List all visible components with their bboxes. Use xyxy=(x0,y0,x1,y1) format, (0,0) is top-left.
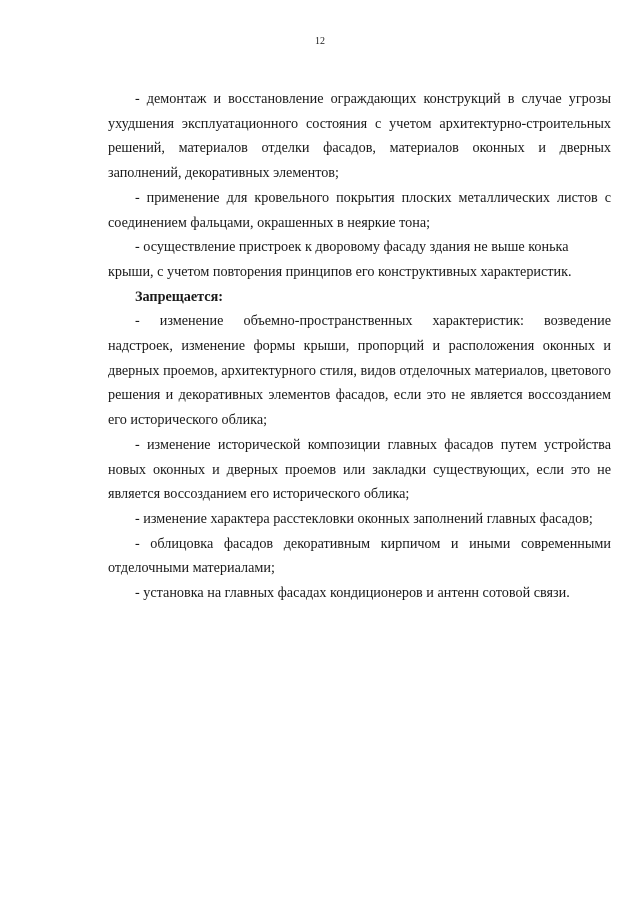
paragraph-extensions: - осуществление пристроек к дворовому фасаду здания не выше конька крыши, с учетом повторения принципов его конструктивных характеристик. xyxy=(108,239,572,280)
paragraph-dismantling: - демонтаж и восстановление ограждающих конструкций в случае угрозы ухудшения эксплуатационного состояния с учетом архитектурно-строительных решений, материалов отделки фасадов, материалов оконных и дверных заполнений, декоративных элементов; xyxy=(108,91,611,182)
prohibited-item-glazing: - изменение характера расстекловки оконных заполнений главных фасадов; xyxy=(135,510,593,527)
prohibited-item-cladding: - облицовка фасадов декоративным кирпичом и иными современными отделочными материалами; xyxy=(108,535,611,577)
paragraph-roofing: - применение для кровельного покрытия плоских металлических листов с соединением фальцами, окрашенных в неяркие тона; xyxy=(108,189,611,231)
prohibited-heading: Запрещается: xyxy=(135,288,223,305)
page-number: 12 xyxy=(315,36,325,47)
prohibited-item-volume: - изменение объемно-пространственных характеристик: возведение надстроек, изменение формы крыши, пропорций и расположения оконных и дверных проемов, архитектурного стиля, видов отделочных материалов, цветового решения и декоративных элементов фасадов, если это не является воссозданием его исторического облика; xyxy=(108,313,611,429)
prohibited-item-equipment: - установка на главных фасадах кондиционеров и антенн сотовой связи. xyxy=(135,585,570,602)
prohibited-item-composition: - изменение исторической композиции главных фасадов путем устройства новых оконных и дверных проемов или закладки существующих, если это не является воссозданием его исторического облика; xyxy=(108,436,611,503)
document-body xyxy=(108,87,611,606)
